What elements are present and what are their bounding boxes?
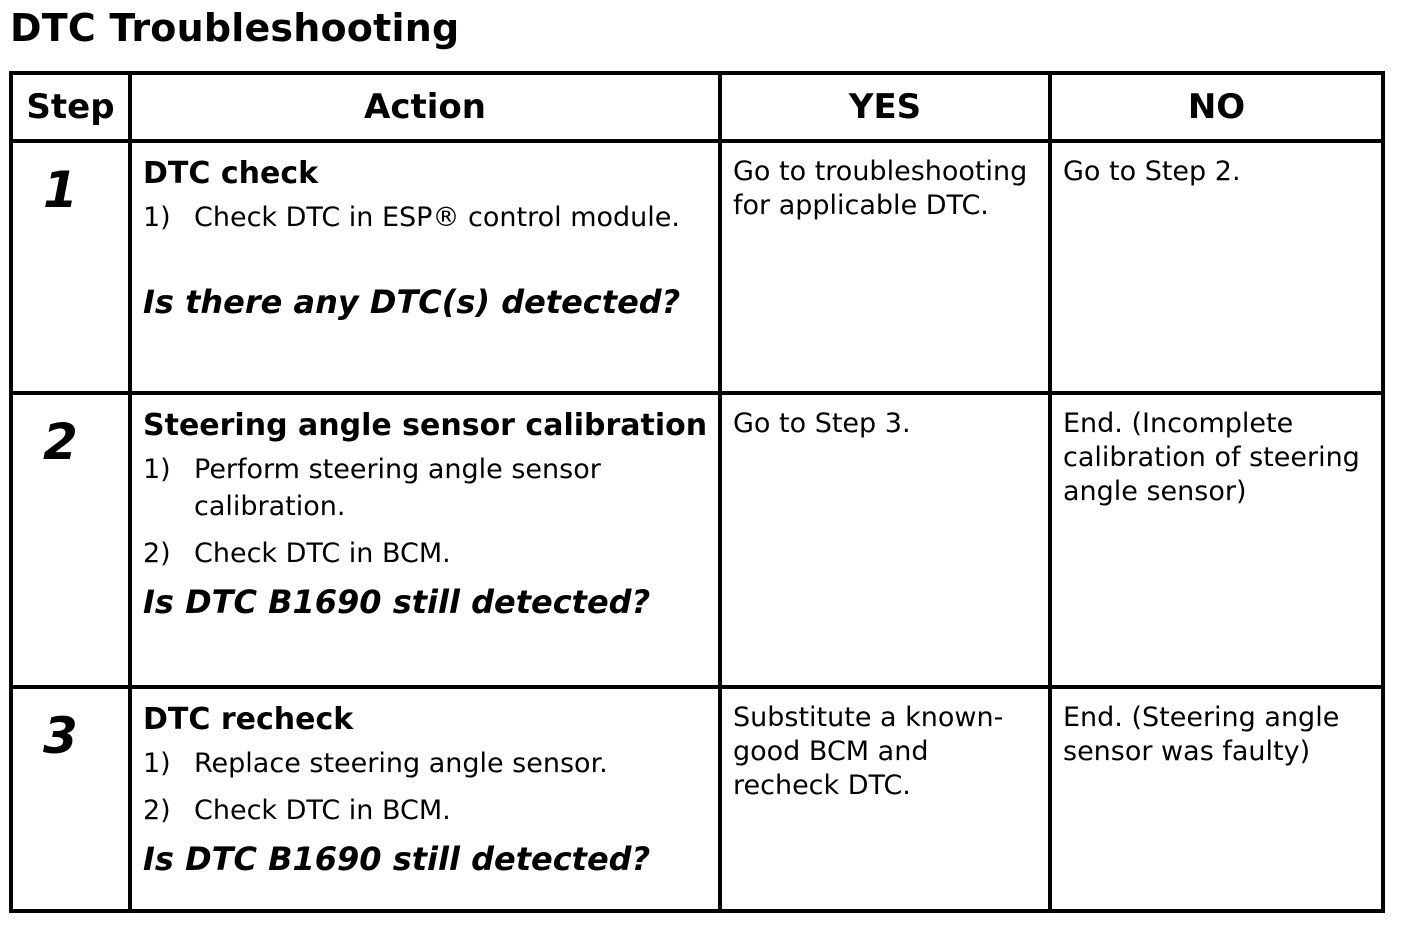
no-result: End. (Incomplete calibration of steering angle sensor)	[1050, 393, 1383, 686]
action-step	[143, 745, 708, 782]
action-question: Is there any DTC(s) detected?	[143, 283, 681, 321]
header-yes: YES	[720, 73, 1050, 141]
action-title: DTC recheck	[143, 701, 354, 737]
yes-result: Substitute a known-good BCM and recheck DTC.	[720, 687, 1050, 911]
action-step-number: 1)	[143, 454, 171, 486]
table-row	[11, 393, 1383, 686]
action-step-text: Check DTC in BCM.	[194, 794, 451, 826]
table-row	[11, 687, 1383, 911]
action-step	[143, 792, 708, 829]
yes-result: Go to Step 3.	[720, 393, 1050, 686]
action-cell	[130, 393, 720, 686]
action-step-number: 2)	[143, 794, 171, 826]
step-number: 3	[11, 687, 130, 911]
page-title: DTC Troubleshooting	[10, 6, 460, 50]
action-question: Is DTC B1690 still detected?	[143, 583, 651, 622]
action-step-text: Perform steering angle sensor calibration.	[194, 454, 601, 523]
action-step	[143, 199, 708, 236]
no-result: Go to Step 2.	[1050, 141, 1383, 393]
troubleshooting-table	[9, 71, 1385, 913]
header-row	[11, 73, 1383, 141]
action-cell	[130, 687, 720, 911]
header-step: Step	[11, 73, 130, 141]
action-step-list	[143, 745, 708, 829]
no-result: End. (Steering angle sensor was faulty)	[1050, 687, 1383, 911]
header-no: NO	[1050, 73, 1383, 141]
action-step-number: 1)	[143, 202, 171, 233]
header-action: Action	[130, 73, 720, 141]
action-step-number: 2)	[143, 538, 171, 570]
step-number: 1	[11, 141, 130, 393]
yes-result: Go to troubleshooting for applicable DTC.	[720, 141, 1050, 393]
action-title: DTC check	[143, 156, 319, 191]
step-number: 2	[11, 393, 130, 686]
action-step-text: Replace steering angle sensor.	[194, 747, 608, 779]
action-step-list	[143, 199, 708, 236]
action-step	[143, 451, 708, 525]
action-step	[143, 535, 708, 572]
table-row	[11, 141, 1383, 393]
action-question: Is DTC B1690 still detected?	[143, 839, 651, 878]
action-title: Steering angle sensor calibration	[143, 408, 708, 444]
action-step-list	[143, 451, 708, 572]
action-cell	[130, 141, 720, 393]
action-step-text: Check DTC in BCM.	[194, 538, 451, 570]
action-step-text: Check DTC in ESP® control module.	[194, 202, 680, 233]
action-step-number: 1)	[143, 747, 171, 779]
